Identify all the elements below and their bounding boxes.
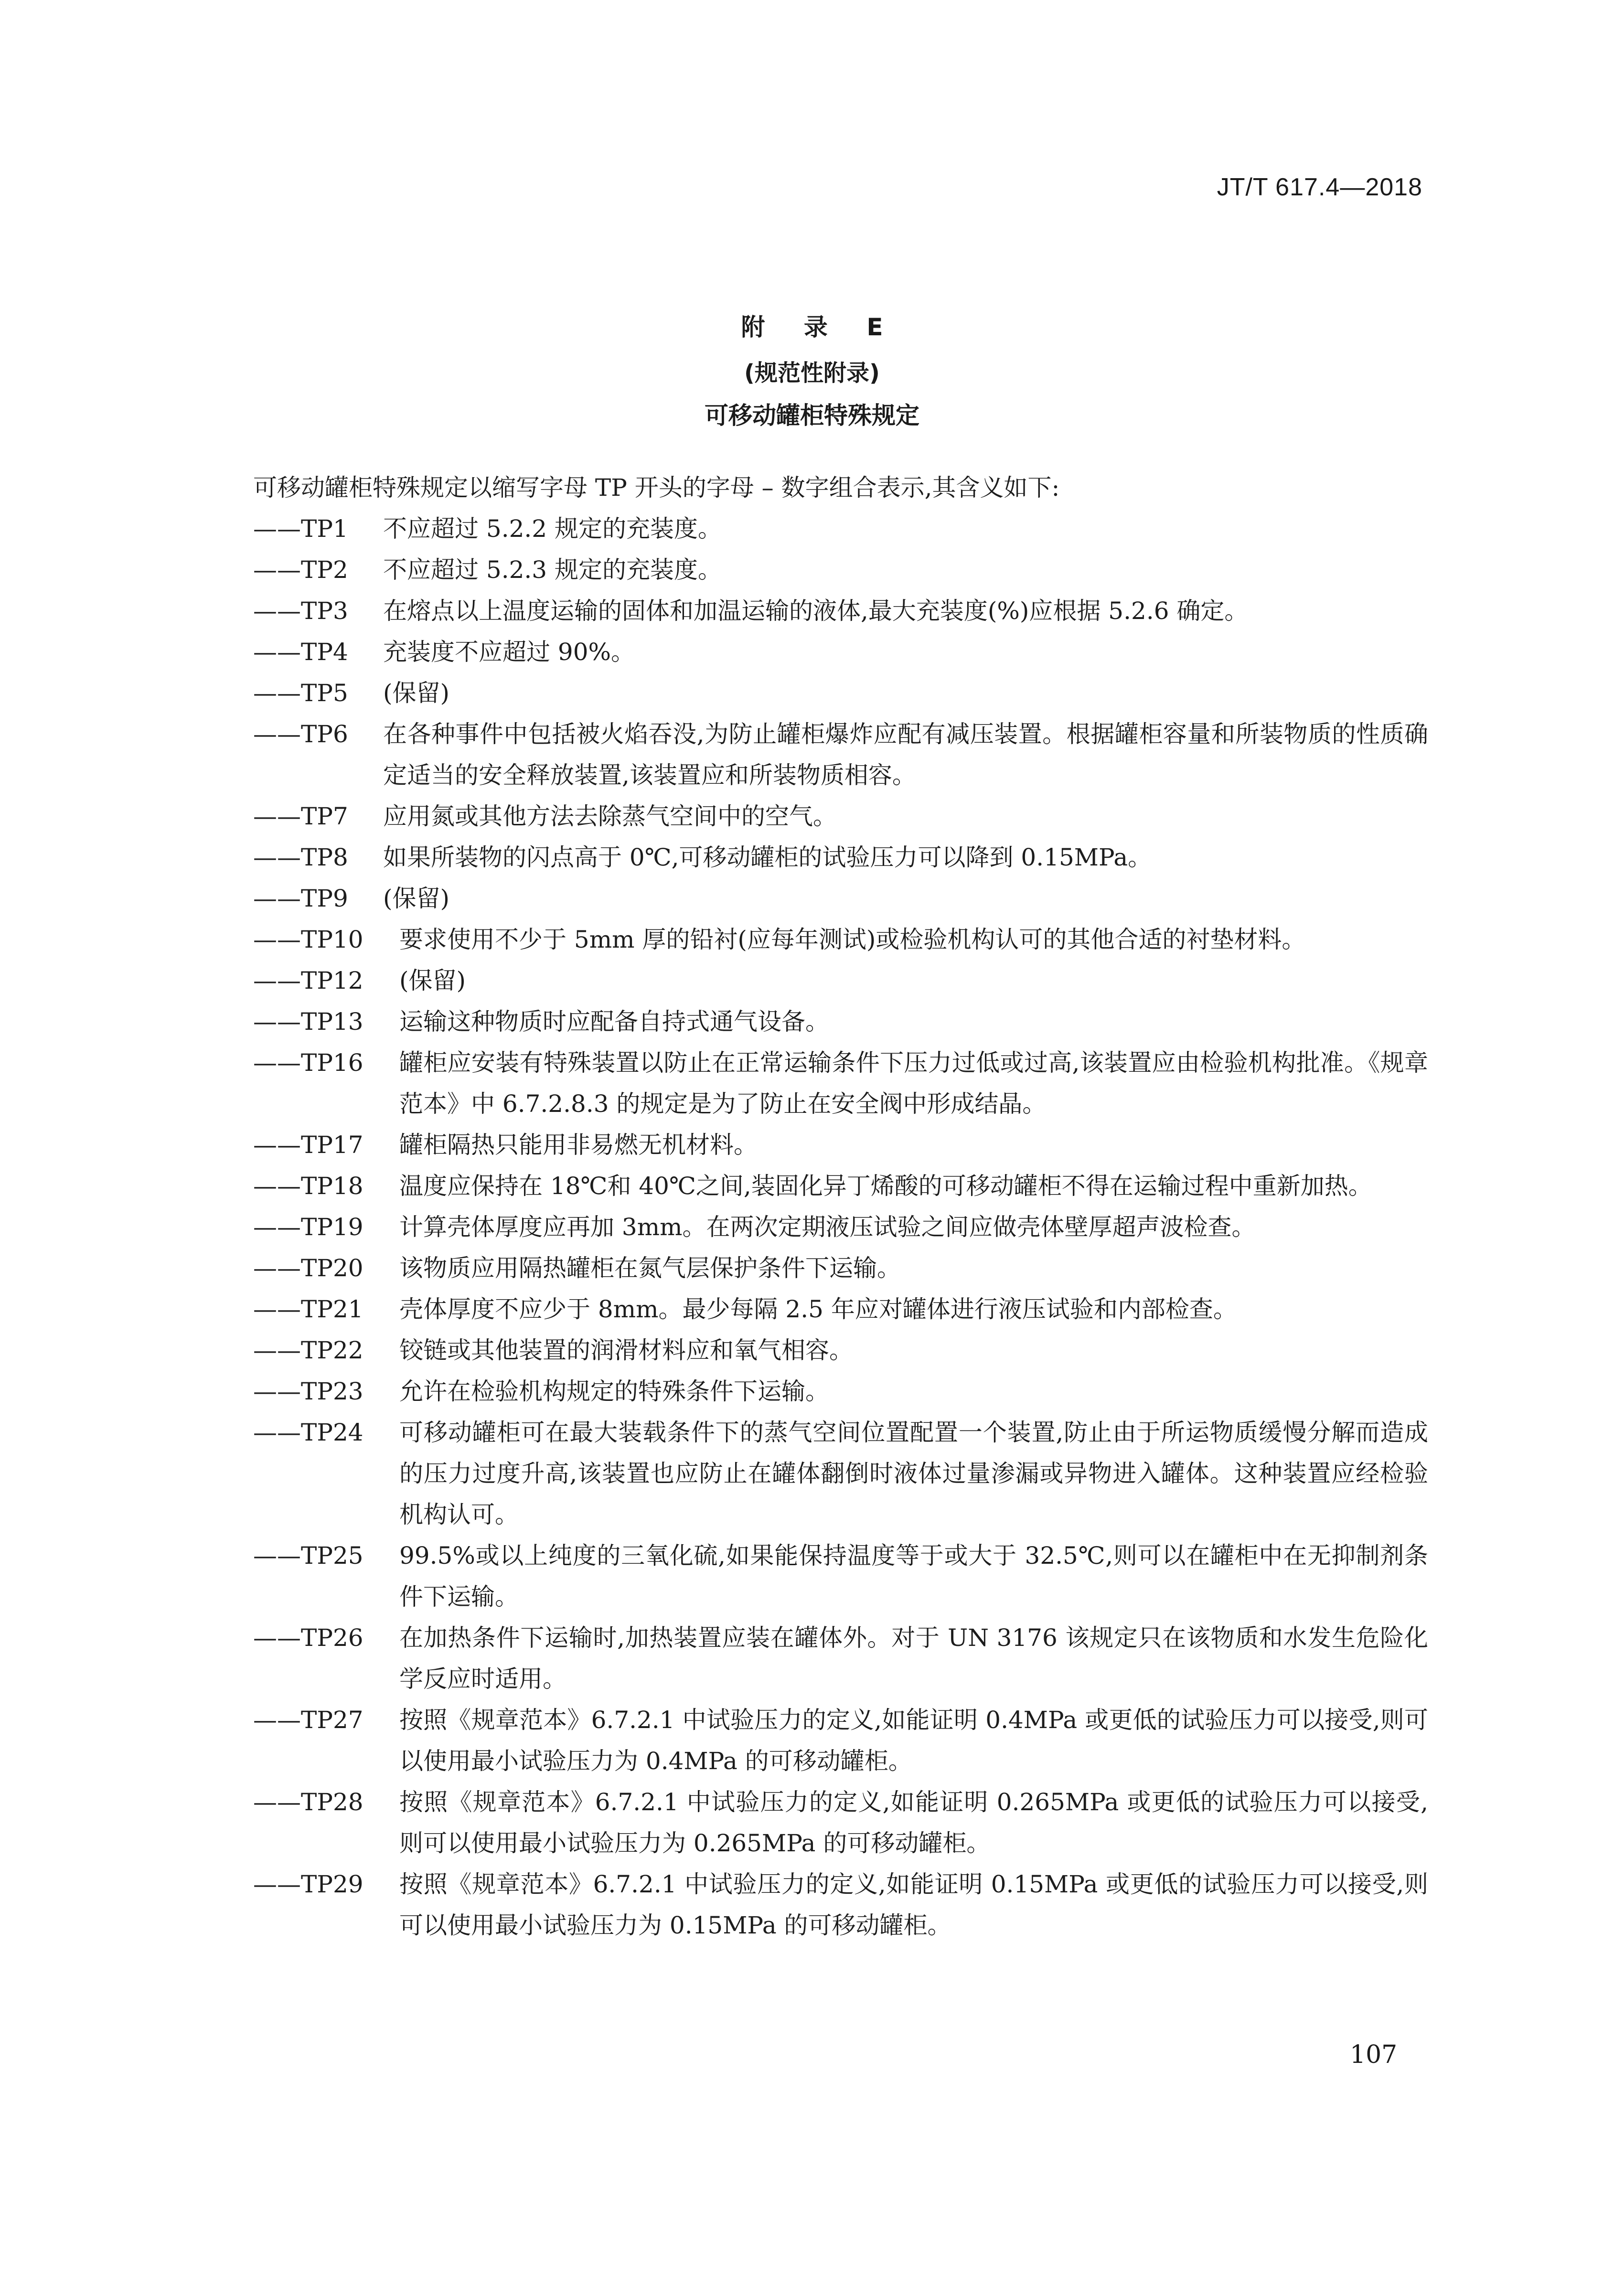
provision-text: 温度应保持在 18℃和 40℃之间,装固化异丁烯酸的可移动罐柜不得在运输过程中重新加热。 bbox=[399, 1172, 1372, 1200]
provision-item bbox=[253, 673, 1428, 714]
provision-code: ——TP2 bbox=[253, 556, 348, 584]
provision-code: ——TP29 bbox=[253, 1870, 363, 1898]
provision-item bbox=[253, 1617, 1428, 1699]
provision-item bbox=[253, 1124, 1428, 1165]
provision-code: ——TP8 bbox=[253, 843, 348, 871]
provision-code: ——TP23 bbox=[253, 1377, 363, 1405]
provision-item bbox=[253, 590, 1428, 631]
provision-text: 壳体厚度不应少于 8mm。最少每隔 2.5 年应对罐体进行液压试验和内部检查。 bbox=[399, 1295, 1237, 1323]
provision-code: ——TP28 bbox=[253, 1788, 363, 1816]
provision-text: (保留) bbox=[383, 679, 450, 707]
provision-item bbox=[253, 714, 1428, 796]
provision-item bbox=[253, 1330, 1428, 1371]
appendix-title: 可移动罐柜特殊规定 bbox=[705, 402, 919, 429]
provision-item bbox=[253, 1042, 1428, 1124]
provision-text: (保留) bbox=[399, 967, 466, 994]
provision-code: ——TP27 bbox=[253, 1706, 363, 1734]
provision-code: ——TP20 bbox=[253, 1254, 363, 1282]
provision-text: 可移动罐柜可在最大装载条件下的蒸气空间位置配置一个装置,防止由于所运物质缓慢分解而造成的压力过度升高,该装置也应防止在罐体翻倒时液体过量渗漏或异物进入罐体。这种装置应经检验机构认可。 bbox=[399, 1419, 1428, 1528]
provision-code: ——TP4 bbox=[253, 638, 348, 666]
provision-text: 在熔点以上温度运输的固体和加温运输的液体,最大充装度(%)应根据 5.2.6 确定。 bbox=[383, 597, 1249, 625]
provision-text: 计算壳体厚度应再加 3mm。在两次定期液压试验之间应做壳体壁厚超声波检查。 bbox=[399, 1213, 1256, 1241]
provision-code: ——TP1 bbox=[253, 515, 348, 543]
provision-code: ——TP13 bbox=[253, 1008, 363, 1036]
provision-text: 该物质应用隔热罐柜在氮气层保护条件下运输。 bbox=[399, 1254, 901, 1282]
provision-item bbox=[253, 1248, 1428, 1289]
provision-item bbox=[253, 549, 1428, 590]
provision-code: ——TP19 bbox=[253, 1213, 363, 1241]
normative-label: (规范性附录) bbox=[744, 360, 880, 386]
provision-item bbox=[253, 1782, 1428, 1864]
provision-code: ——TP5 bbox=[253, 679, 348, 707]
provision-text: 运输这种物质时应配备自持式通气设备。 bbox=[399, 1008, 829, 1036]
provision-code: ——TP18 bbox=[253, 1172, 363, 1200]
provision-text: 不应超过 5.2.3 规定的充装度。 bbox=[383, 556, 722, 584]
provision-text: 按照《规章范本》6.7.2.1 中试验压力的定义,如能证明 0.4MPa 或更低的试验压力可以接受,则可以使用最小试验压力为 0.4MPa 的可移动罐柜。 bbox=[399, 1706, 1428, 1775]
provision-code: ——TP25 bbox=[253, 1542, 363, 1569]
provision-item bbox=[253, 631, 1428, 673]
provision-code: ——TP26 bbox=[253, 1624, 363, 1652]
provision-item bbox=[253, 1412, 1428, 1535]
provision-item bbox=[253, 837, 1428, 878]
provision-item bbox=[253, 960, 1428, 1001]
provision-text: 按照《规章范本》6.7.2.1 中试验压力的定义,如能证明 0.265MPa 或更低的试验压力可以接受,则可以使用最小试验压力为 0.265MPa 的可移动罐柜。 bbox=[399, 1788, 1428, 1857]
provision-code: ——TP22 bbox=[253, 1336, 363, 1364]
provision-item bbox=[253, 1206, 1428, 1248]
provision-text: 罐柜隔热只能用非易燃无机材料。 bbox=[399, 1131, 758, 1159]
provision-text: 铰链或其他装置的润滑材料应和氧气相容。 bbox=[399, 1336, 853, 1364]
provision-code: ——TP16 bbox=[253, 1049, 363, 1077]
provision-text: 99.5%或以上纯度的三氧化硫,如果能保持温度等于或大于 32.5℃,则可以在罐柜中在无抑制剂条件下运输。 bbox=[399, 1542, 1428, 1611]
provision-text: 在各种事件中包括被火焰吞没,为防止罐柜爆炸应配有减压装置。根据罐柜容量和所装物质的性质确定适当的安全释放装置,该装置应和所装物质相容。 bbox=[383, 720, 1428, 789]
provision-text: 要求使用不少于 5mm 厚的铅衬(应每年测试)或检验机构认可的其他合适的衬垫材料。 bbox=[399, 926, 1306, 953]
provision-text: 罐柜应安装有特殊装置以防止在正常运输条件下压力过低或过高,该装置应由检验机构批准。《规章范本》中 6.7.2.8.3 的规定是为了防止在安全阀中形成结晶。 bbox=[399, 1049, 1428, 1118]
provision-item bbox=[253, 878, 1428, 919]
provision-item bbox=[253, 919, 1428, 960]
provision-item bbox=[253, 1371, 1428, 1412]
provision-code: ——TP3 bbox=[253, 597, 348, 625]
provision-code: ——TP10 bbox=[253, 926, 363, 953]
appendix-heading: 附 录 E bbox=[741, 313, 898, 341]
provision-item bbox=[253, 1535, 1428, 1617]
provision-item bbox=[253, 508, 1428, 549]
provision-text: 按照《规章范本》6.7.2.1 中试验压力的定义,如能证明 0.15MPa 或更低的试验压力可以接受,则可以使用最小试验压力为 0.15MPa 的可移动罐柜。 bbox=[399, 1870, 1428, 1939]
provision-item bbox=[253, 1001, 1428, 1042]
intro-paragraph: 可移动罐柜特殊规定以缩写字母 TP 开头的字母 – 数字组合表示,其含义如下: bbox=[253, 474, 1060, 502]
provision-text: 应用氮或其他方法去除蒸气空间中的空气。 bbox=[383, 802, 837, 830]
provision-code: ——TP9 bbox=[253, 885, 348, 912]
provision-text: 不应超过 5.2.2 规定的充装度。 bbox=[383, 515, 722, 543]
provision-item bbox=[253, 1699, 1428, 1782]
provision-text: 允许在检验机构规定的特殊条件下运输。 bbox=[399, 1377, 829, 1405]
provision-item bbox=[253, 796, 1428, 837]
provision-code: ——TP7 bbox=[253, 802, 348, 830]
standard-number: JT/T 617.4—2018 bbox=[1217, 173, 1422, 201]
provision-list bbox=[253, 508, 1428, 1946]
provision-code: ——TP24 bbox=[253, 1419, 363, 1446]
page-number: 107 bbox=[1350, 2040, 1398, 2069]
provision-text: 如果所装物的闪点高于 0℃,可移动罐柜的试验压力可以降到 0.15MPa。 bbox=[383, 843, 1152, 871]
provision-code: ——TP6 bbox=[253, 720, 348, 748]
provision-item bbox=[253, 1864, 1428, 1946]
provision-item bbox=[253, 1289, 1428, 1330]
provision-code: ——TP12 bbox=[253, 967, 363, 994]
provision-item bbox=[253, 1165, 1428, 1206]
provision-text: (保留) bbox=[383, 885, 450, 912]
provision-code: ——TP17 bbox=[253, 1131, 363, 1159]
provision-code: ——TP21 bbox=[253, 1295, 363, 1323]
provision-text: 充装度不应超过 90%。 bbox=[383, 638, 635, 666]
provision-text: 在加热条件下运输时,加热装置应装在罐体外。对于 UN 3176 该规定只在该物质和水发生危险化学反应时适用。 bbox=[399, 1624, 1428, 1693]
